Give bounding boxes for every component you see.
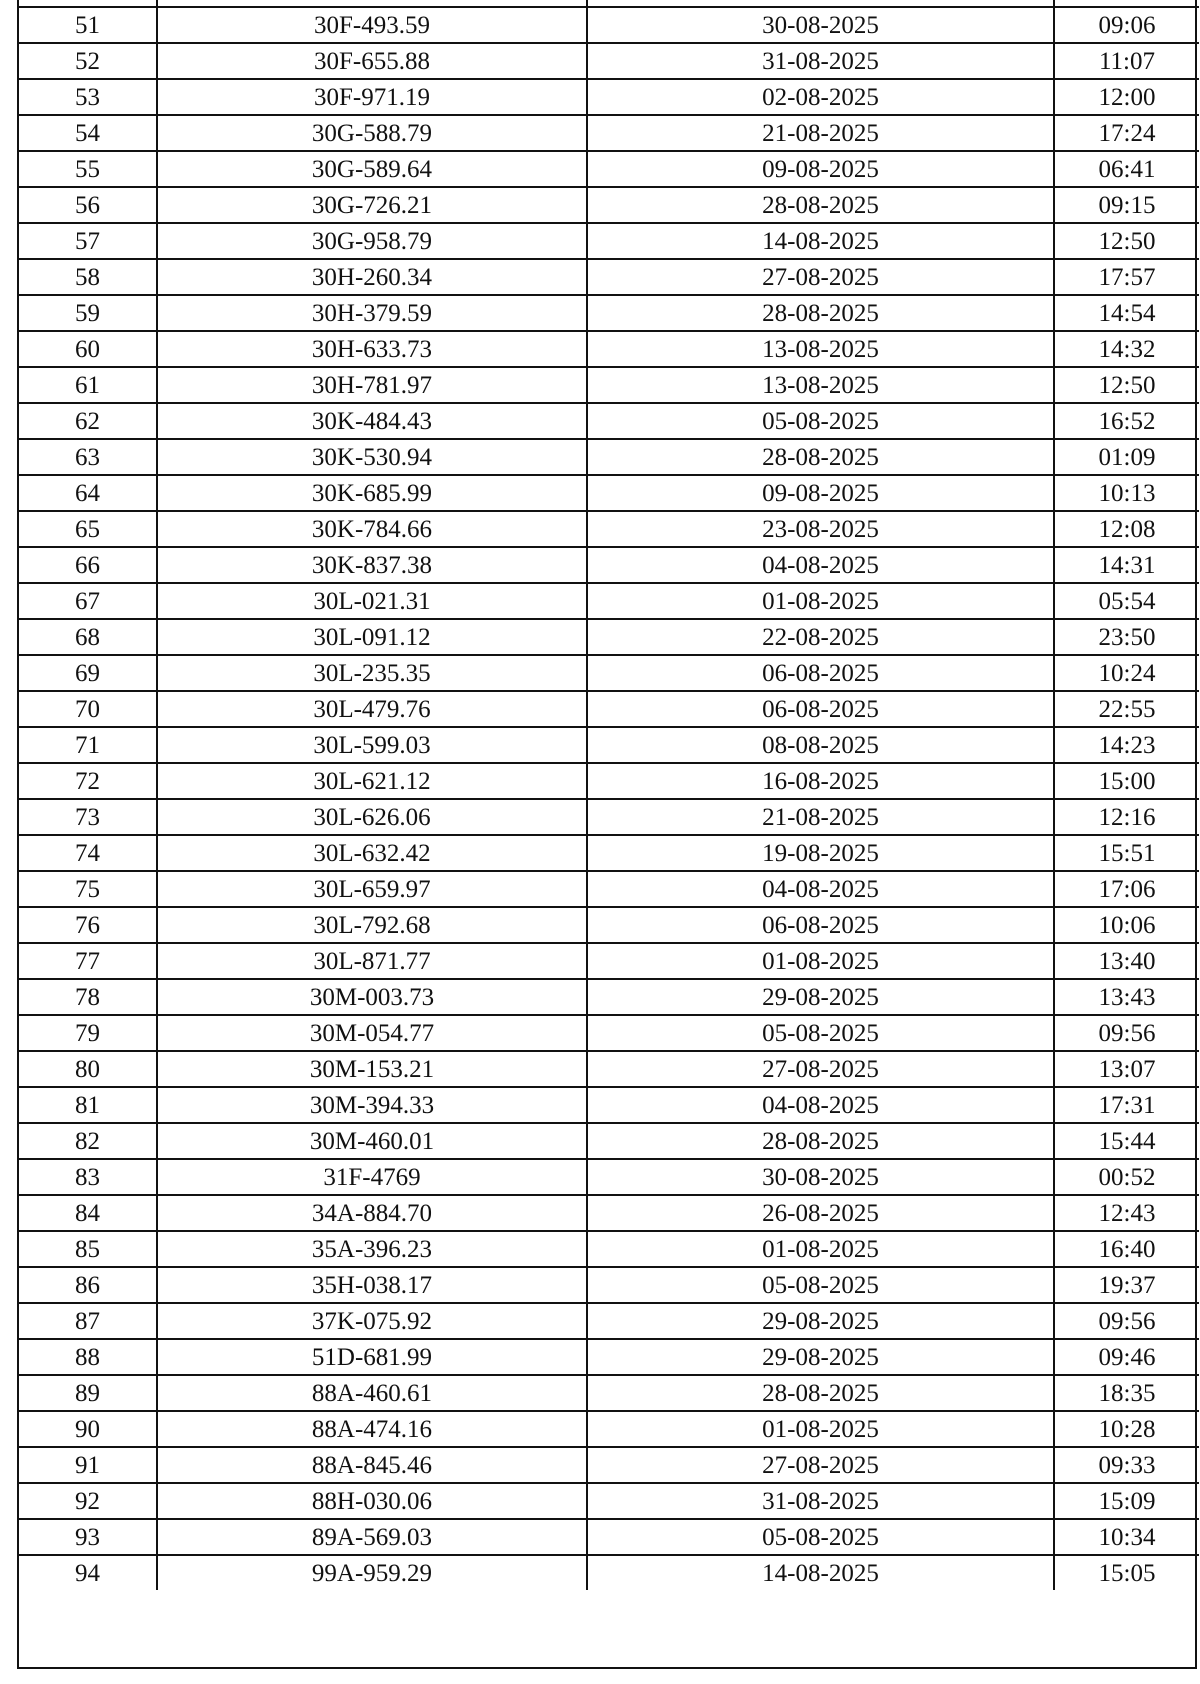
date-cell: 23-08-2025 <box>587 511 1054 547</box>
date-cell: 05-08-2025 <box>587 1015 1054 1051</box>
time-cell: 10:13 <box>1054 475 1199 511</box>
date-cell: 05-08-2025 <box>587 1267 1054 1303</box>
row-number-cell: 94 <box>19 1555 157 1590</box>
plate-number-cell: 88A-460.61 <box>157 1375 587 1411</box>
plate-number-cell: 30G-588.79 <box>157 115 587 151</box>
time-cell: 12:00 <box>1054 79 1199 115</box>
table-row <box>19 295 1199 331</box>
table-row <box>19 1267 1199 1303</box>
date-cell: 21-08-2025 <box>587 799 1054 835</box>
plate-number-cell: 35A-396.23 <box>157 1231 587 1267</box>
row-number-cell: 75 <box>19 871 157 907</box>
row-number-cell: 58 <box>19 259 157 295</box>
row-number-cell: 84 <box>19 1195 157 1231</box>
row-number-cell: 59 <box>19 295 157 331</box>
row-number-cell: 52 <box>19 43 157 79</box>
table-row <box>19 1375 1199 1411</box>
plate-number-cell: 30F-493.59 <box>157 7 587 43</box>
time-cell: 17:24 <box>1054 115 1199 151</box>
date-cell: 30-08-2025 <box>587 7 1054 43</box>
table-row <box>19 1411 1199 1447</box>
row-number-cell: 51 <box>19 7 157 43</box>
table-row <box>19 331 1199 367</box>
row-number-cell: 86 <box>19 1267 157 1303</box>
plate-number-cell: 30L-659.97 <box>157 871 587 907</box>
plate-number-cell: 30L-091.12 <box>157 619 587 655</box>
date-cell: 28-08-2025 <box>587 1375 1054 1411</box>
date-cell: 04-08-2025 <box>587 1087 1054 1123</box>
date-cell: 30-08-2025 <box>587 1159 1054 1195</box>
time-cell: 09:56 <box>1054 1303 1199 1339</box>
plate-number-cell: 30G-589.64 <box>157 151 587 187</box>
plate-number-cell: 30M-394.33 <box>157 1087 587 1123</box>
time-cell: 13:07 <box>1054 1051 1199 1087</box>
plate-number-cell: 30M-460.01 <box>157 1123 587 1159</box>
table-row <box>19 1447 1199 1483</box>
time-cell: 11:07 <box>1054 43 1199 79</box>
plate-number-cell: 30F-655.88 <box>157 43 587 79</box>
date-cell: 01-08-2025 <box>587 1231 1054 1267</box>
row-number-cell: 85 <box>19 1231 157 1267</box>
plate-number-cell: 30M-054.77 <box>157 1015 587 1051</box>
date-cell: 31-08-2025 <box>587 1483 1054 1519</box>
row-number-cell: 79 <box>19 1015 157 1051</box>
date-cell: 02-08-2025 <box>587 79 1054 115</box>
row-number-cell: 55 <box>19 151 157 187</box>
row-number-cell: 68 <box>19 619 157 655</box>
time-cell: 14:31 <box>1054 547 1199 583</box>
time-cell: 09:06 <box>1054 7 1199 43</box>
table-row <box>19 835 1199 871</box>
time-cell: 09:15 <box>1054 187 1199 223</box>
row-number-cell: 78 <box>19 979 157 1015</box>
date-cell: 06-08-2025 <box>587 691 1054 727</box>
plate-number-cell: 88H-030.06 <box>157 1483 587 1519</box>
date-cell: 05-08-2025 <box>587 403 1054 439</box>
row-number-cell: 62 <box>19 403 157 439</box>
plate-number-cell: 99A-959.29 <box>157 1555 587 1590</box>
time-cell: 15:05 <box>1054 1555 1199 1590</box>
plate-number-cell: 89A-569.03 <box>157 1519 587 1555</box>
table-row <box>19 763 1199 799</box>
time-cell: 17:06 <box>1054 871 1199 907</box>
plate-number-cell: 30G-726.21 <box>157 187 587 223</box>
plate-number-cell: 88A-474.16 <box>157 1411 587 1447</box>
date-cell: 27-08-2025 <box>587 259 1054 295</box>
table-row <box>19 583 1199 619</box>
plate-number-cell: 30L-632.42 <box>157 835 587 871</box>
plate-number-cell: 31F-4769 <box>157 1159 587 1195</box>
date-cell: 09-08-2025 <box>587 151 1054 187</box>
plate-number-cell: 30L-626.06 <box>157 799 587 835</box>
table-row-continuation <box>19 0 1199 7</box>
date-cell: 28-08-2025 <box>587 187 1054 223</box>
plate-number-cell: 51D-681.99 <box>157 1339 587 1375</box>
table-row <box>19 691 1199 727</box>
time-cell: 10:06 <box>1054 907 1199 943</box>
plate-number-cell: 30K-530.94 <box>157 439 587 475</box>
time-cell: 09:46 <box>1054 1339 1199 1375</box>
time-cell: 01:09 <box>1054 439 1199 475</box>
plate-number-cell: 30H-260.34 <box>157 259 587 295</box>
table-row <box>19 1519 1199 1555</box>
row-number-cell: 83 <box>19 1159 157 1195</box>
date-cell: 28-08-2025 <box>587 295 1054 331</box>
row-number-cell: 87 <box>19 1303 157 1339</box>
time-cell: 09:56 <box>1054 1015 1199 1051</box>
table-row <box>19 979 1199 1015</box>
date-cell: 28-08-2025 <box>587 439 1054 475</box>
table-row <box>19 907 1199 943</box>
table-row <box>19 871 1199 907</box>
row-number-cell: 53 <box>19 79 157 115</box>
table-row <box>19 79 1199 115</box>
table-row <box>19 403 1199 439</box>
date-cell: 01-08-2025 <box>587 943 1054 979</box>
plate-number-cell: 30L-479.76 <box>157 691 587 727</box>
table-row <box>19 1159 1199 1195</box>
table-row <box>19 1195 1199 1231</box>
row-number-cell: 72 <box>19 763 157 799</box>
time-cell: 12:50 <box>1054 223 1199 259</box>
table-row <box>19 1303 1199 1339</box>
date-cell: 04-08-2025 <box>587 871 1054 907</box>
row-number-cell: 77 <box>19 943 157 979</box>
row-number-cell: 76 <box>19 907 157 943</box>
plate-number-cell: 37K-075.92 <box>157 1303 587 1339</box>
time-cell: 14:32 <box>1054 331 1199 367</box>
row-number-cell: 71 <box>19 727 157 763</box>
row-number-cell: 63 <box>19 439 157 475</box>
row-number-cell: 57 <box>19 223 157 259</box>
plate-number-cell: 88A-845.46 <box>157 1447 587 1483</box>
table-row <box>19 1339 1199 1375</box>
time-cell: 12:43 <box>1054 1195 1199 1231</box>
plate-number-cell: 30H-379.59 <box>157 295 587 331</box>
date-cell: 01-08-2025 <box>587 1411 1054 1447</box>
table-row <box>19 367 1199 403</box>
plate-number-cell: 30K-784.66 <box>157 511 587 547</box>
time-cell: 15:44 <box>1054 1123 1199 1159</box>
date-cell: 31-08-2025 <box>587 43 1054 79</box>
plate-number-cell: 30M-003.73 <box>157 979 587 1015</box>
table-row <box>19 655 1199 691</box>
table-row <box>19 187 1199 223</box>
plate-number-cell: 34A-884.70 <box>157 1195 587 1231</box>
table-row <box>19 1087 1199 1123</box>
time-cell: 16:40 <box>1054 1231 1199 1267</box>
time-cell: 19:37 <box>1054 1267 1199 1303</box>
plate-number-cell: 35H-038.17 <box>157 1267 587 1303</box>
date-cell: 08-08-2025 <box>587 727 1054 763</box>
plate-number-cell: 30L-621.12 <box>157 763 587 799</box>
row-number-cell: 65 <box>19 511 157 547</box>
row-number-cell: 69 <box>19 655 157 691</box>
table-row <box>19 151 1199 187</box>
row-number-cell: 73 <box>19 799 157 835</box>
plate-number-cell: 30H-781.97 <box>157 367 587 403</box>
plate-number-cell: 30M-153.21 <box>157 1051 587 1087</box>
stub-cell <box>19 0 157 7</box>
date-cell: 29-08-2025 <box>587 979 1054 1015</box>
table-row <box>19 439 1199 475</box>
plate-number-cell: 30H-633.73 <box>157 331 587 367</box>
table-row <box>19 115 1199 151</box>
stub-cell <box>157 0 587 7</box>
date-cell: 21-08-2025 <box>587 115 1054 151</box>
table-row <box>19 547 1199 583</box>
date-cell: 09-08-2025 <box>587 475 1054 511</box>
date-cell: 13-08-2025 <box>587 367 1054 403</box>
time-cell: 14:23 <box>1054 727 1199 763</box>
date-cell: 01-08-2025 <box>587 583 1054 619</box>
row-number-cell: 61 <box>19 367 157 403</box>
row-number-cell: 89 <box>19 1375 157 1411</box>
time-cell: 17:57 <box>1054 259 1199 295</box>
time-cell: 10:28 <box>1054 1411 1199 1447</box>
row-number-cell: 56 <box>19 187 157 223</box>
table-row <box>19 1483 1199 1519</box>
plate-number-cell: 30K-685.99 <box>157 475 587 511</box>
time-cell: 00:52 <box>1054 1159 1199 1195</box>
date-cell: 16-08-2025 <box>587 763 1054 799</box>
table-row <box>19 619 1199 655</box>
time-cell: 10:24 <box>1054 655 1199 691</box>
date-cell: 29-08-2025 <box>587 1303 1054 1339</box>
date-cell: 14-08-2025 <box>587 1555 1054 1590</box>
date-cell: 06-08-2025 <box>587 907 1054 943</box>
row-number-cell: 66 <box>19 547 157 583</box>
row-number-cell: 90 <box>19 1411 157 1447</box>
table-row <box>19 511 1199 547</box>
time-cell: 22:55 <box>1054 691 1199 727</box>
plate-number-cell: 30F-971.19 <box>157 79 587 115</box>
time-cell: 09:33 <box>1054 1447 1199 1483</box>
table-row <box>19 799 1199 835</box>
date-cell: 19-08-2025 <box>587 835 1054 871</box>
plate-number-cell: 30L-871.77 <box>157 943 587 979</box>
time-cell: 17:31 <box>1054 1087 1199 1123</box>
date-cell: 27-08-2025 <box>587 1447 1054 1483</box>
table-row <box>19 223 1199 259</box>
date-cell: 29-08-2025 <box>587 1339 1054 1375</box>
row-number-cell: 67 <box>19 583 157 619</box>
row-number-cell: 80 <box>19 1051 157 1087</box>
time-cell: 12:16 <box>1054 799 1199 835</box>
row-number-cell: 88 <box>19 1339 157 1375</box>
row-number-cell: 92 <box>19 1483 157 1519</box>
row-number-cell: 74 <box>19 835 157 871</box>
table-row <box>19 259 1199 295</box>
date-cell: 27-08-2025 <box>587 1051 1054 1087</box>
row-number-cell: 82 <box>19 1123 157 1159</box>
table-row <box>19 1555 1199 1590</box>
row-number-cell: 54 <box>19 115 157 151</box>
violation-table <box>17 0 1197 1669</box>
plate-number-cell: 30L-792.68 <box>157 907 587 943</box>
date-cell: 26-08-2025 <box>587 1195 1054 1231</box>
time-cell: 05:54 <box>1054 583 1199 619</box>
row-number-cell: 70 <box>19 691 157 727</box>
date-cell: 05-08-2025 <box>587 1519 1054 1555</box>
table-row <box>19 1123 1199 1159</box>
time-cell: 10:34 <box>1054 1519 1199 1555</box>
date-cell: 04-08-2025 <box>587 547 1054 583</box>
table-row <box>19 1015 1199 1051</box>
plate-number-cell: 30K-837.38 <box>157 547 587 583</box>
time-cell: 15:00 <box>1054 763 1199 799</box>
row-number-cell: 93 <box>19 1519 157 1555</box>
table-body <box>19 0 1199 1590</box>
plate-number-cell: 30L-599.03 <box>157 727 587 763</box>
date-cell: 22-08-2025 <box>587 619 1054 655</box>
row-number-cell: 64 <box>19 475 157 511</box>
table-row <box>19 1231 1199 1267</box>
table-row <box>19 475 1199 511</box>
time-cell: 16:52 <box>1054 403 1199 439</box>
table-row <box>19 943 1199 979</box>
date-cell: 06-08-2025 <box>587 655 1054 691</box>
time-cell: 15:51 <box>1054 835 1199 871</box>
time-cell: 23:50 <box>1054 619 1199 655</box>
plate-number-cell: 30K-484.43 <box>157 403 587 439</box>
time-cell: 18:35 <box>1054 1375 1199 1411</box>
plate-number-cell: 30L-235.35 <box>157 655 587 691</box>
time-cell: 12:08 <box>1054 511 1199 547</box>
date-cell: 14-08-2025 <box>587 223 1054 259</box>
table-row <box>19 43 1199 79</box>
stub-cell <box>587 0 1054 7</box>
stub-cell <box>1054 0 1199 7</box>
row-number-cell: 81 <box>19 1087 157 1123</box>
time-cell: 12:50 <box>1054 367 1199 403</box>
plate-number-cell: 30L-021.31 <box>157 583 587 619</box>
time-cell: 14:54 <box>1054 295 1199 331</box>
time-cell: 13:40 <box>1054 943 1199 979</box>
time-cell: 13:43 <box>1054 979 1199 1015</box>
table-row <box>19 7 1199 43</box>
row-number-cell: 91 <box>19 1447 157 1483</box>
table-row <box>19 727 1199 763</box>
plate-number-cell: 30G-958.79 <box>157 223 587 259</box>
table-row <box>19 1051 1199 1087</box>
date-cell: 13-08-2025 <box>587 331 1054 367</box>
records-table <box>19 0 1199 1590</box>
row-number-cell: 60 <box>19 331 157 367</box>
time-cell: 15:09 <box>1054 1483 1199 1519</box>
date-cell: 28-08-2025 <box>587 1123 1054 1159</box>
time-cell: 06:41 <box>1054 151 1199 187</box>
